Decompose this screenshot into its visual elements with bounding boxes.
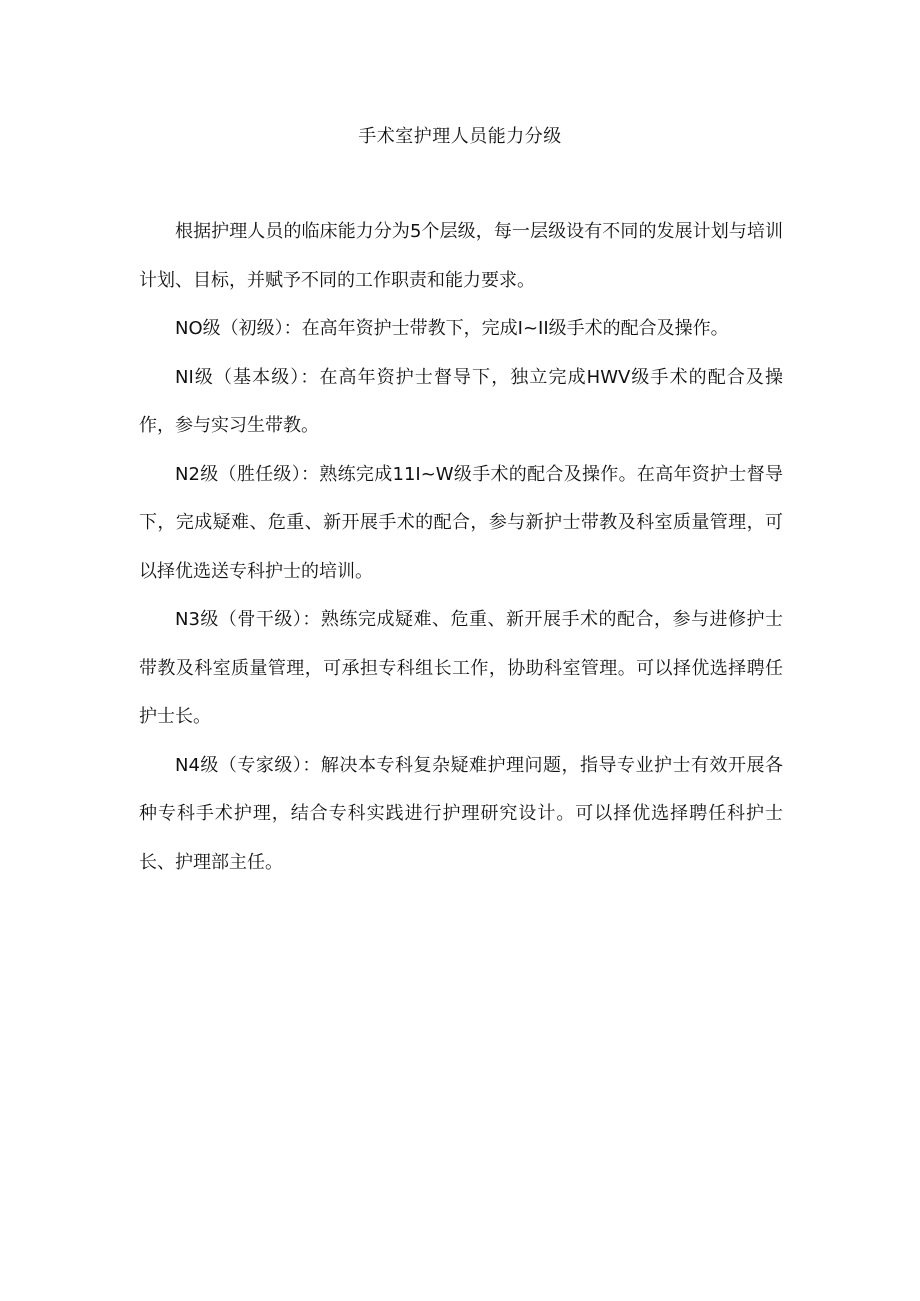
document-body [139, 208, 783, 887]
paragraph-level-n4: N4级（专家级）：解决本专科复杂疑难护理问题，指导专业护士有效开展各种专科手术护理，结合专科实践进行护理研究设计。可以择优选择聘任科护士长、护理部主任。 [139, 754, 783, 873]
paragraph-level-n1: NI级（基本级）：在高年资护士督导下，独立完成HWV级手术的配合及操作，参与实习生带教。 [139, 366, 783, 436]
document-title: 手术室护理人员能力分级 [358, 126, 562, 147]
paragraph-level-n2: N2级（胜任级）：熟练完成11I~W级手术的配合及操作。在高年资护士督导下，完成疑难、危重、新开展手术的配合，参与新护士带教及科室质量管理，可以择优选送专科护士的培训。 [139, 463, 783, 582]
paragraph-intro: 根据护理人员的临床能力分为5个层级，每一层级设有不同的发展计划与培训计划、目标，并赋予不同的工作职责和能力要求。 [139, 221, 783, 291]
paragraph-level-n3: N3级（骨干级）：熟练完成疑难、危重、新开展手术的配合，参与进修护士带教及科室质量管理，可承担专科组长工作，协助科室管理。可以择优选择聘任护士长。 [139, 609, 783, 727]
paragraph-level-n0: NO级（初级）：在高年资护士带教下，完成I~II级手术的配合及操作。 [175, 318, 729, 339]
